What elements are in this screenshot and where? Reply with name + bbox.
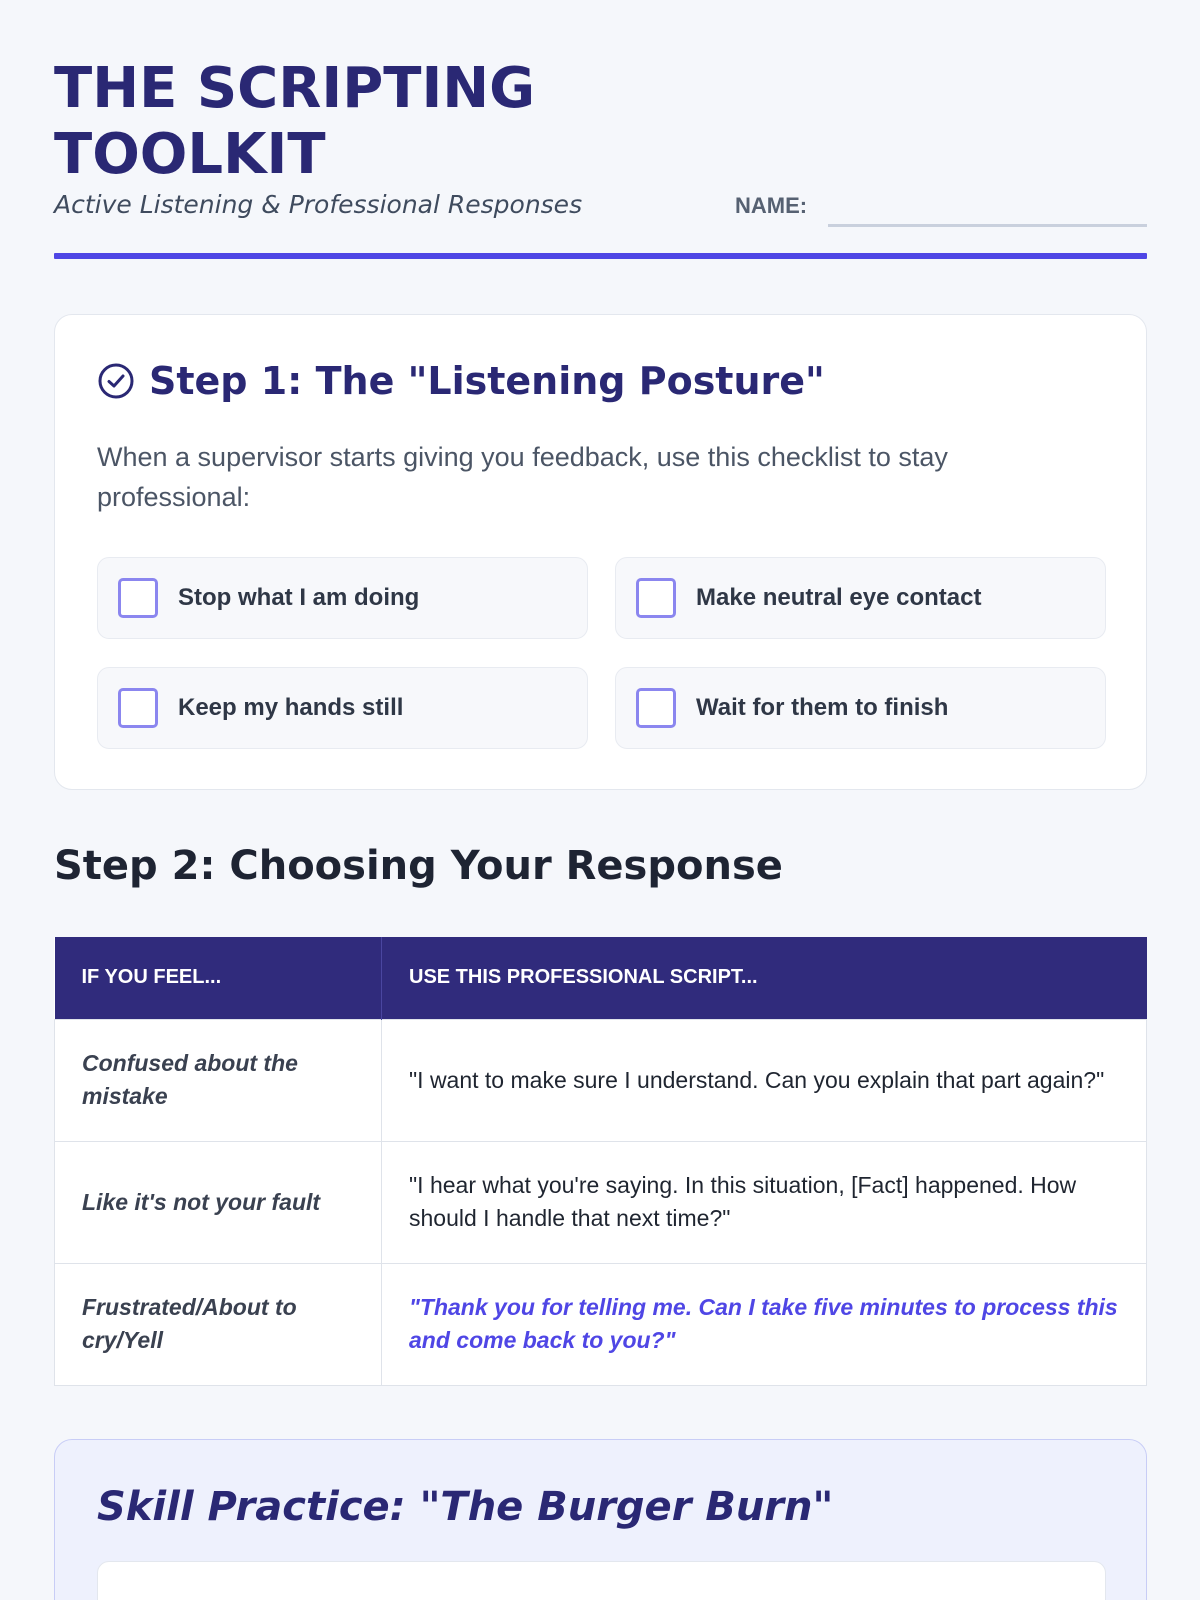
checkbox[interactable] xyxy=(118,688,158,728)
table-row xyxy=(55,1263,1147,1385)
table-header-row xyxy=(55,937,1147,1019)
checklist-label: Wait for them to finish xyxy=(696,694,949,721)
page-title: THE SCRIPTING TOOLKIT xyxy=(54,56,536,187)
script-cell: "I hear what you're saying. In this situation, [Fact] happened. How should I handle that next time?" xyxy=(382,1141,1147,1263)
step1-header xyxy=(97,359,825,403)
checkbox[interactable] xyxy=(636,578,676,618)
practice-title: Skill Practice: "The Burger Burn" xyxy=(97,1484,834,1530)
header-divider xyxy=(54,253,1147,259)
name-label: NAME: xyxy=(735,193,808,218)
table-row xyxy=(55,1141,1147,1263)
feeling-cell: Like it's not your fault xyxy=(55,1141,382,1263)
checklist-label: Make neutral eye contact xyxy=(696,584,982,611)
script-cell-highlighted: "Thank you for telling me. Can I take five minutes to process this and come back to you?" xyxy=(382,1263,1147,1385)
checklist-item[interactable] xyxy=(615,557,1106,639)
name-field[interactable] xyxy=(828,224,1147,227)
page-subtitle: Active Listening & Professional Responses xyxy=(54,190,583,219)
scenario-box xyxy=(97,1561,1106,1600)
feeling-cell: Confused about the mistake xyxy=(55,1019,382,1141)
step1-title: Step 1: The "Listening Posture" xyxy=(149,359,825,403)
step1-card xyxy=(54,314,1147,790)
checkbox[interactable] xyxy=(118,578,158,618)
response-table xyxy=(54,937,1147,1386)
feeling-cell: Frustrated/About to cry/Yell xyxy=(55,1263,382,1385)
skill-practice-card xyxy=(54,1439,1147,1600)
checklist-item[interactable] xyxy=(97,667,588,749)
checklist-label: Keep my hands still xyxy=(178,694,404,721)
checklist-item[interactable] xyxy=(615,667,1106,749)
script-cell: "I want to make sure I understand. Can you explain that part again?" xyxy=(382,1019,1147,1141)
table-row xyxy=(55,1019,1147,1141)
checkbox[interactable] xyxy=(636,688,676,728)
check-circle-icon xyxy=(97,362,135,400)
column-header-feel: IF YOU FEEL... xyxy=(55,937,382,1019)
checklist-item[interactable] xyxy=(97,557,588,639)
column-header-script: USE THIS PROFESSIONAL SCRIPT... xyxy=(382,937,1147,1019)
step1-intro: When a supervisor starts giving you feedback, use this checklist to stay professional: xyxy=(97,442,948,512)
step2-title: Step 2: Choosing Your Response xyxy=(54,843,783,889)
checklist-label: Stop what I am doing xyxy=(178,584,420,611)
